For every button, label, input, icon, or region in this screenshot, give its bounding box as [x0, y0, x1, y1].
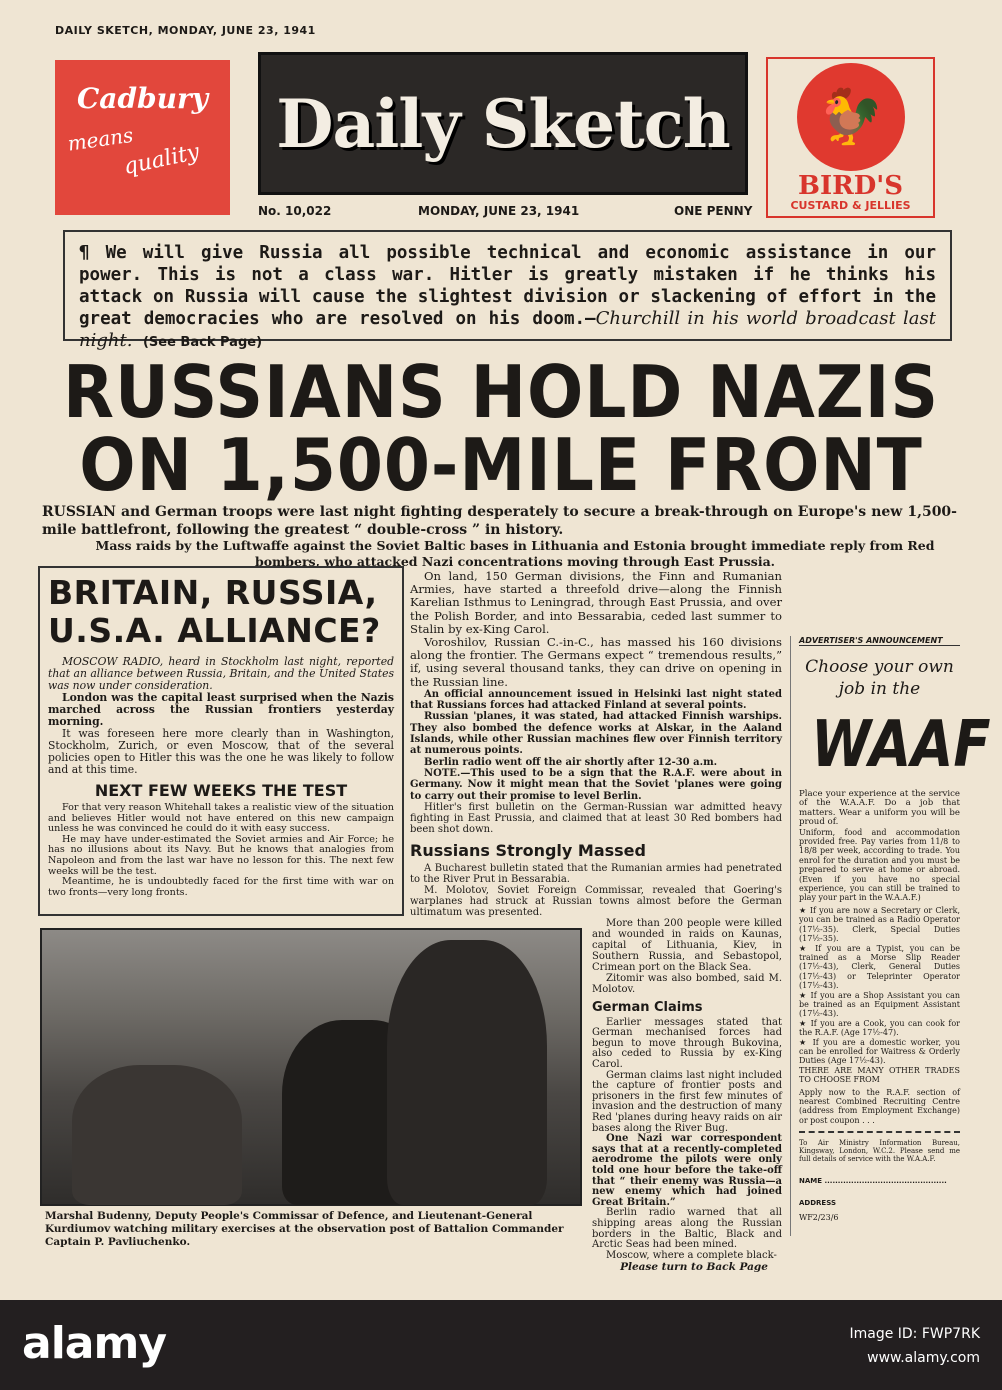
alliance-article [38, 566, 404, 916]
paragraph: Russian 'planes, it was stated, had attacked Finnish warships. They also bombed the defence works at Alskar, in the Aaland Islands, while other Russian machines flew over Finnish territory at numerous points. [410, 711, 782, 757]
issue-number: No. 10,022 [258, 204, 332, 218]
paragraph: Zitomir was also bombed, said M. Molotov. [592, 972, 782, 995]
ad-choose: Choose your own job in the [805, 657, 954, 699]
paragraph: M. Molotov, Soviet Foreign Commissar, revealed that Goering's warplanes had struck at Russian towns almost before the German ultimatum was presented. [410, 884, 782, 918]
paragraph: Berlin radio went off the air shortly after 12-30 a.m. [424, 756, 718, 768]
paragraph: More than 200 people were killed and wounded in raids on Kaunas, capital of Lithuania, Kiev, in Southern Russia, and Sebastopol, Crimean port on the Black Sea. [592, 917, 782, 973]
watermark-url: www.alamy.com [867, 1350, 980, 1366]
cadbury-brand: Cadbury [77, 82, 208, 115]
ad-label: ADVERTISER'S ANNOUNCEMENT [799, 636, 960, 646]
paragraph: A Bucharest bulletin stated that the Rumanian armies had penetrated to the River Prut in Bessarabia. [410, 862, 782, 885]
alamy-logo: alamy [22, 1318, 166, 1369]
paragraph: MOSCOW RADIO, heard in Stockholm last night, reported that an alliance between Russia, Britain, and the United States was now under consideration. [48, 655, 394, 692]
paragraph: Moscow, where a complete black- [606, 1249, 777, 1261]
paragraph: He may have under-estimated the Soviet armies and Air Force; he has no illusions about its Navy. But he knows that analogies from Napoleon and from the last war have no lesson for this. The next few weeks will be the test. [48, 833, 394, 877]
issue-date: MONDAY, JUNE 23, 1941 [418, 204, 580, 218]
cadbury-slogan-1: means [66, 122, 135, 156]
ad-text: ★ If you are now a Secretary or Clerk, you can be trained as a Radio Operator (17½-35). Clerk, Special Duties (17½-35). [799, 905, 960, 944]
image-id [849, 1322, 980, 1370]
waaf-advert [790, 636, 991, 1236]
cadbury-slogan-2: quality [121, 139, 202, 181]
paragraph: For that very reason Whitehall takes a realistic view of the situation and believes Hitler would not have entered on this new campaign unless he was convinced he could do it with easy success. [48, 802, 394, 835]
birds-name: BIRD'S [797, 171, 904, 201]
turn-page-link: Please turn to Back Page [620, 1261, 768, 1274]
quote-text: ¶ We will give Russia all possible technical and economic assistance in our power. This is not a class war. Hitler is greatly mistaken if he thinks his attack on Russia will cause the slightest division or slackening of effort in the great democracies who are resolved on his doom.— [79, 243, 936, 329]
alliance-title: BRITAIN, RUSSIA, U.S.A. ALLIANCE? [48, 573, 381, 650]
paragraph: London was the capital least surprised when the Nazis marched across the Russian frontiers yesterday morning. [48, 691, 394, 728]
issue-price: ONE PENNY [674, 204, 753, 218]
subheading: German Claims [592, 999, 703, 1015]
ad-text: Place your experience at the service of the W.A.A.F. Do a job that matters. Wear a uniform you will be proud of. [799, 789, 960, 828]
image-id-text: Image ID: FWP7RK [849, 1326, 980, 1342]
masthead-title: Daily Sketch [276, 84, 730, 163]
ad-text: ★ If you are a Cook, you can cook for the R.A.F. (Age 17½-47). [799, 1018, 960, 1038]
quote-attribution: Churchill in his world broadcast last night. [79, 308, 936, 351]
headline-line-1: RUSSIANS HOLD NAZIS [63, 350, 939, 434]
masthead [258, 52, 748, 195]
paragraph: Voroshilov, Russian C.-in-C., has massed his 160 divisions along the frontier. The Germans expect “ tremendous results,” if, using several thousand tanks, they can drive on opening in the Russian line. [410, 635, 782, 689]
ad-text: ★ If you are a Typist, you can be trained as a Morse Slip Reader (17½-43), Clerk, General Duties (17½-43) or Teleprinter Operator (17½-43). [799, 943, 960, 991]
paragraph: On land, 150 German divisions, the Finn and Rumanian Armies, have started a threefold drive—along the Finnish Karelian Isthmus to Leningrad, through East Prussia, and over the Polish Border, and into Bessarabia, ceded last summer to Stalin by ex-King Carol. [410, 569, 782, 636]
bird-logo-icon: 🐓 [797, 63, 905, 171]
ad-text: THERE ARE MANY OTHER TRADES TO CHOOSE FROM [799, 1065, 960, 1085]
watermark-bar [0, 1300, 1002, 1390]
paragraph: It was foreseen here more clearly than in Washington, Stockholm, Zurich, or even Moscow, that of the several policies open to Hitler this was the one he was likely to follow and at this time. [48, 727, 394, 776]
ad-coupon-text: To Air Ministry Information Bureau, Kingsway, London, W.C.2. Please send me full details of service with the W.A.A.F. [799, 1139, 960, 1164]
photo-caption: Marshal Budenny, Deputy People's Commissar of Defence, and Lieutenant-General Kurdiumov watching military exercises at the observation post of Battalion Commander Captain P. Pavliuchenko. [45, 1210, 564, 1248]
cadbury-advert [55, 60, 230, 215]
coupon-address-field: ADDRESS [799, 1199, 836, 1208]
paragraph: One Nazi war correspondent says that at a recently-completed aerodrome the pilots were only told one hour before the take-off that “ their enemy was Russia—a new enemy which had joined Great Britain.” [592, 1133, 782, 1208]
news-photo [40, 928, 582, 1206]
ad-text: Uniform, food and accommodation provided free. Pay varies from 11/8 to 18/8 per week, according to trade. You enrol for the duration and you must be prepared to serve at home or abroad. (Even if you have no special experience, you can still be trained to play your part in the W.A.A.F.) [799, 827, 960, 903]
paragraph: NOTE.—This used to be a sign that the R.A.F. were about in Germany. Now it might mean that the Soviet 'planes were going to carry out their promise to level Berlin. [410, 767, 782, 802]
intro-subparagraph: Mass raids by the Luftwaffe against the Soviet Baltic bases in Lithuania and Estonia brought immediate reply from Red bombers, who attacked Nazi concentrations moving through East Prussia. [95, 538, 935, 569]
paragraph: Meantime, he is undoubtedly faced for the first time with war on two fronts—very long fronts. [48, 876, 394, 898]
ad-code: WF2/23/6 [799, 1213, 839, 1223]
paragraph: German claims last night included the capture of frontier posts and prisoners in the first few minutes of invasion and the destruction of many Red 'planes during heavy raids on air bases along the River Bug. [592, 1069, 782, 1134]
ad-text: ★ If you are a domestic worker, you can be enrolled for Waitress & Orderly Duties (Age 17½-43). [799, 1037, 960, 1066]
birds-advert [766, 57, 935, 218]
subheading: NEXT FEW WEEKS THE TEST [94, 781, 348, 800]
coupon-divider [799, 1131, 960, 1133]
ad-text: ★ If you are a Shop Assistant you can be trained as an Equipment Assistant (17½-43). [799, 990, 960, 1019]
ad-text: Apply now to the R.A.F. section of nearest Combined Recruiting Centre (address from Employment Exchange) or post coupon . . . [799, 1087, 960, 1125]
paragraph: Hitler's first bulletin on the German-Russian war admitted heavy fighting in East Prussia, and claimed that at least 30 Red bombers had been shot down. [410, 801, 782, 836]
subheading: Russians Strongly Massed [410, 840, 646, 860]
churchill-quote-box [63, 230, 952, 351]
coupon-name-field: NAME .............................................. [799, 1177, 947, 1186]
paragraph: Earlier messages stated that German mechanised forces had begun to move through Bukovina, also ceded to Russia by ex-King Carol. [592, 1016, 782, 1071]
paragraph: An official announcement issued in Helsinki last night stated that Russians forces had attacked Finland at several points. [410, 688, 782, 712]
paragraph: Berlin radio warned that all shipping areas along the Russian borders in the Baltic, Black and Arctic Seas had been mined. [592, 1207, 782, 1251]
intro-paragraph: RUSSIAN and German troops were last night fighting desperately to secure a break-through on Europe's new 1,500-mile battlefront, following the greatest “ double-cross ” in history. [42, 504, 957, 538]
birds-sub: CUSTARD & JELLIES [790, 199, 911, 212]
dateline: DAILY SKETCH, MONDAY, JUNE 23, 1941 [55, 24, 316, 37]
ad-waaf-logo: WAAF [811, 708, 991, 782]
quote-ref: (See Back Page) [142, 335, 263, 350]
headline-line-2: ON 1,500-MILE FRONT [79, 423, 923, 507]
